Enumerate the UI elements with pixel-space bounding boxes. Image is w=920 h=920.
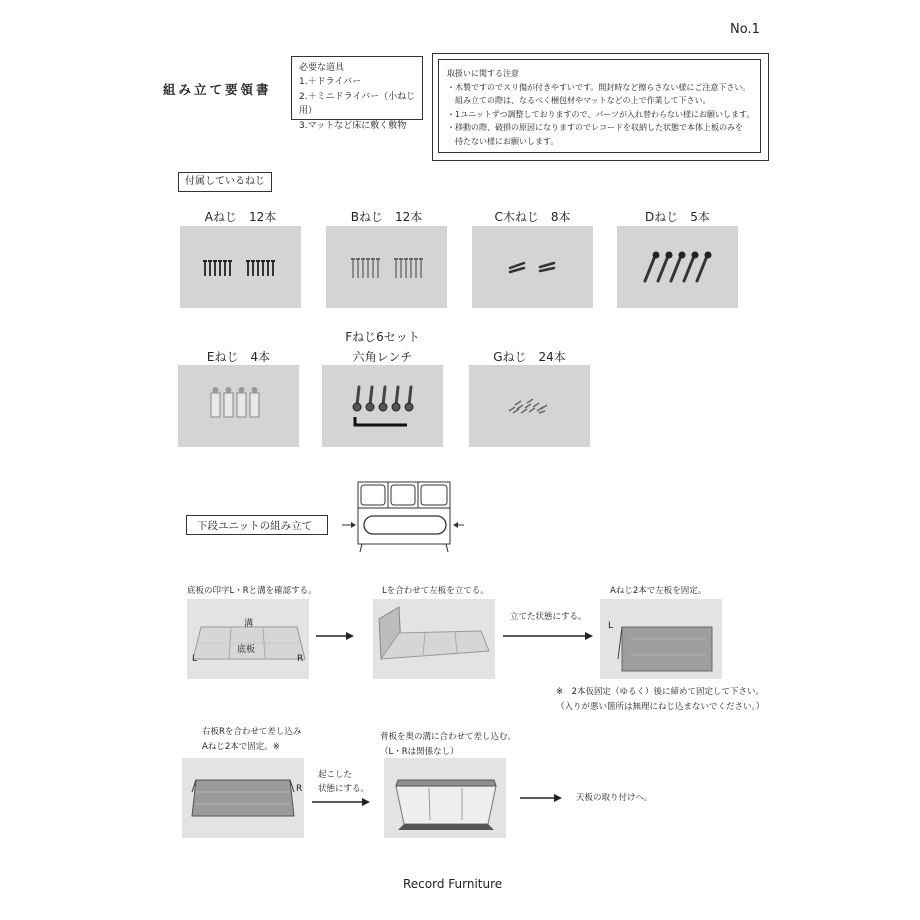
screw-c-image	[472, 226, 593, 308]
tools-box	[291, 56, 423, 131]
screw-g-image	[469, 365, 590, 447]
step3-photo	[600, 599, 722, 679]
step5-caption-2: （L・Rは関係なし）	[380, 747, 459, 757]
screw-f-label: Fねじ6セット	[345, 330, 420, 344]
screw-f-image	[322, 365, 443, 447]
screw-b-label: Bねじ 12本	[350, 210, 423, 224]
notes-line: ・移動の際、破損の原因になりますのでレコードを収納した状態で本体上板のみを	[447, 123, 743, 132]
screw-g-photo	[469, 365, 590, 447]
screw-b-image	[326, 226, 447, 308]
screw-d-label: Dねじ 5本	[645, 210, 710, 224]
step4-image	[182, 758, 304, 838]
tools-item: 1.＋ドライバー	[299, 77, 362, 88]
screw-d-image	[617, 226, 738, 308]
screw-c-label: C木ねじ 8本	[494, 210, 571, 224]
notes-line: ・木製ですのでスリ傷が付きやすいです。開封時など擦らさない様にご注意下さい。	[447, 82, 751, 92]
screw-f-photo	[322, 365, 443, 447]
unit-diagram	[340, 478, 465, 553]
screw-c-photo	[472, 226, 593, 308]
tools-item: 3.マットなど床に敷く敷物	[299, 120, 407, 131]
step2-image	[373, 599, 495, 679]
l-mark: L	[192, 654, 198, 664]
note-line: ※ 2本仮固定（ゆるく）後に締めて固定して下さい。	[556, 687, 765, 697]
arrow-icon	[312, 796, 372, 808]
step1-caption: 底板の印字L・Rと溝を確認する。	[187, 586, 317, 596]
screw-e-label: Eねじ 4本	[206, 350, 271, 364]
bottom-board-label: 底板	[237, 645, 256, 655]
step5-photo	[384, 758, 506, 838]
step5-image	[384, 758, 506, 838]
arrow-icon	[520, 792, 564, 804]
notes-inner	[438, 59, 761, 153]
page-number: No.1	[730, 22, 760, 37]
notes-line: 持たない様にお願いします。	[447, 136, 559, 146]
step5-between-caption-1: 起こした	[318, 770, 353, 780]
screw-a-label: Aねじ 12本	[204, 210, 277, 224]
step1-image	[187, 599, 309, 679]
tools-heading: 必要な道具	[299, 63, 345, 73]
notes-line: ・1ユニットずつ調整しておりますので、パーツが入れ替わらない様にお願いします。	[447, 109, 755, 119]
hex-wrench-label: 六角レンチ	[352, 350, 413, 364]
arrow-icon	[316, 630, 356, 642]
notes-box	[432, 53, 769, 161]
step2-between-caption: 立てた状態にする。	[510, 612, 587, 622]
groove-label: 溝	[244, 619, 254, 629]
screw-a-photo	[180, 226, 301, 308]
r-mark: R	[297, 654, 304, 664]
step4-photo	[182, 758, 304, 838]
screw-a-image	[180, 226, 301, 308]
l-mark: L	[608, 621, 614, 631]
step5-between-caption-2: 状態にする。	[318, 784, 370, 794]
screw-e-image	[178, 365, 299, 447]
notes-line: 組み立ての際は、なるべく梱包材やマットなどの上で作業して下さい。	[447, 96, 711, 105]
step3-image	[600, 599, 722, 679]
step1-photo	[187, 599, 309, 679]
step3-caption: Aねじ2本で左板を固定。	[610, 586, 707, 596]
r-mark: R	[296, 784, 303, 794]
step4-caption-1: 右板Rを合わせて差し込み	[202, 727, 302, 737]
screw-d-photo	[617, 226, 738, 308]
arrow-icon	[503, 630, 595, 642]
screw-e-photo	[178, 365, 299, 447]
step2-caption: Lを合わせて左板を立てる。	[382, 586, 489, 596]
tools-item: 2.＋ミニドライバー（小ねじ用）	[299, 91, 416, 117]
screw-g-label: Gねじ 24本	[493, 350, 566, 364]
note-line: （入りが悪い箇所は無理にねじ込まないでください。）	[556, 702, 765, 712]
page-title: 組み立て要領書	[163, 82, 272, 97]
screw-b-photo	[326, 226, 447, 308]
step5-caption-1: 背板を奥の溝に合わせて差し込む。	[380, 732, 517, 742]
notes-heading: 取扱いに関する注意	[447, 69, 519, 78]
step6-caption: 天板の取り付けへ。	[576, 793, 653, 803]
screws-section-label: 付属しているねじ	[178, 172, 272, 192]
step4-caption-2: Aねじ2本で固定。※	[202, 742, 280, 752]
unit-section-label: 下段ユニットの組み立て	[186, 515, 328, 535]
footer-brand: Record Furniture	[403, 877, 503, 891]
step2-photo	[373, 599, 495, 679]
